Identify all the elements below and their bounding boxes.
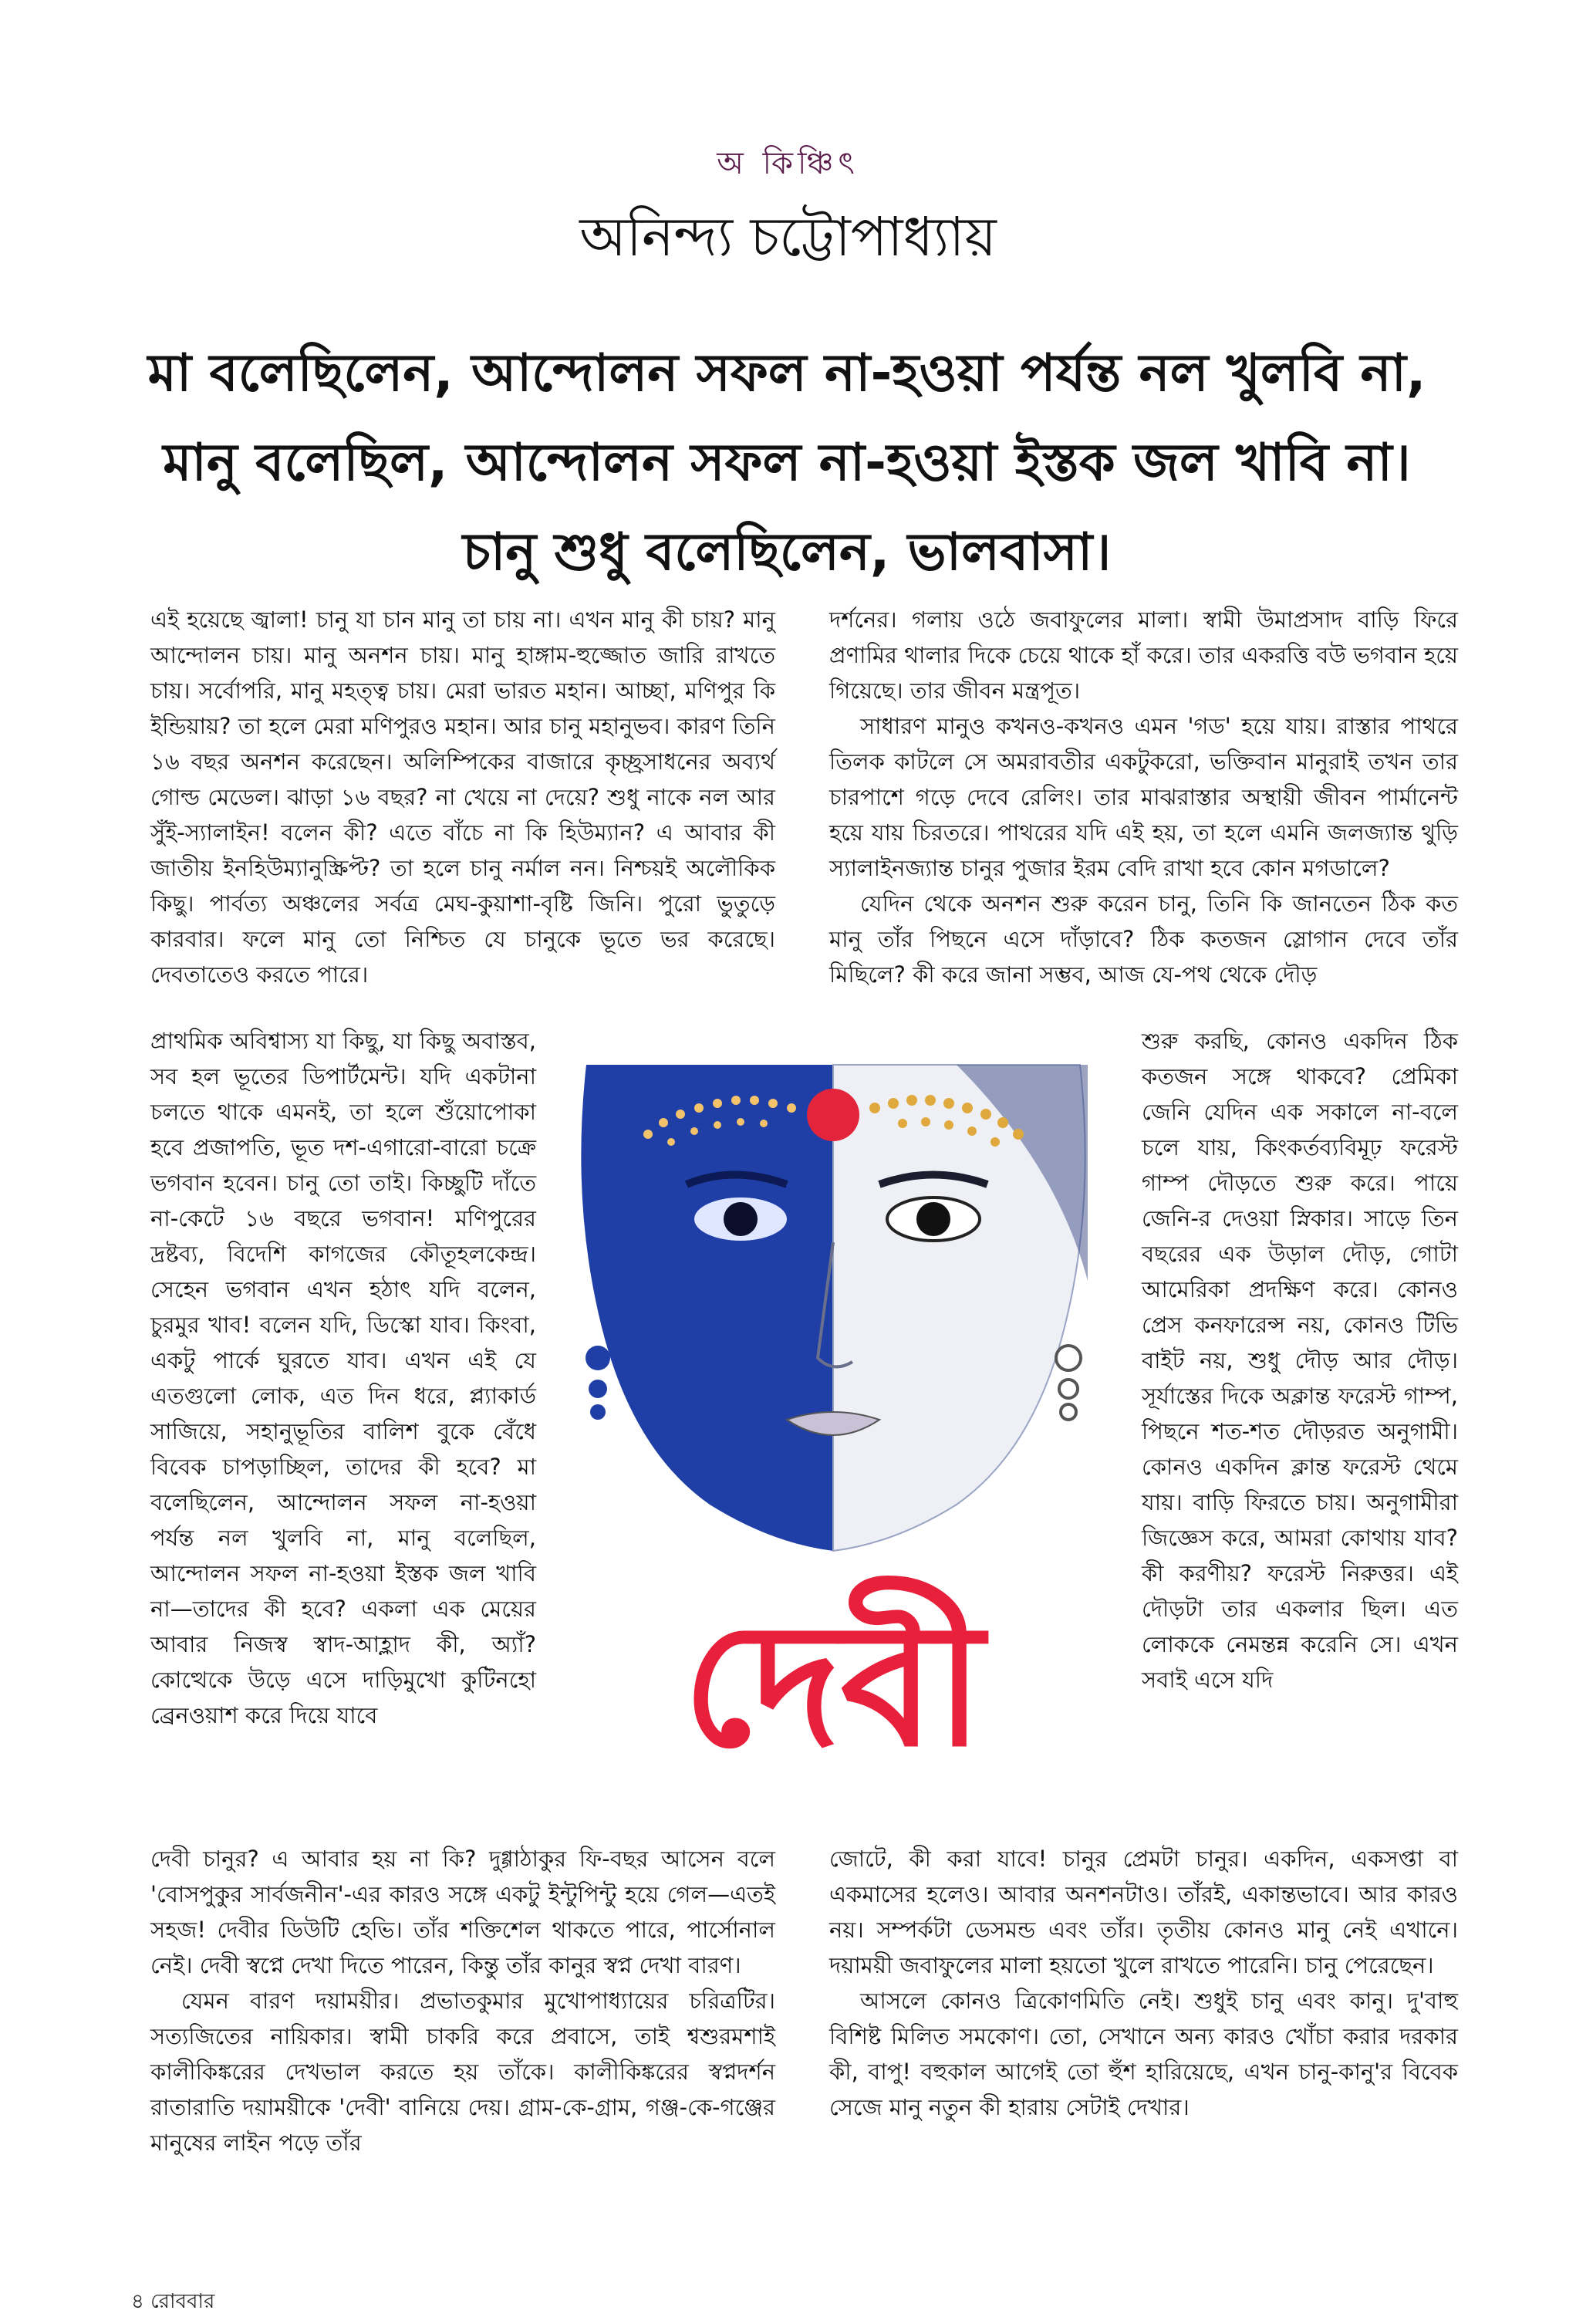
article-column-left-wrap bbox=[150, 1023, 536, 1733]
paragraph: জোটে, কী করা যাবে! চানুর প্রেমটা চানুর। একদিন, একসপ্তা বা একমাসের হলেও। আবার অনশনটাও। তাঁরই, একান্তভাবে। আর কারও নয়। সম্পর্কটা ডেসমন্ড এবং তাঁর। তৃতীয় কোনও মানু নেই এখানে। দয়াময়ী জবাফুলের মালা হয়তো খুলে রাখতে পারেনি। চানু পেরেছেন। bbox=[829, 1846, 1458, 1978]
paragraph: শুরু করছি, কোনও একদিন ঠিক কতজন সঙ্গে থাকবে? প্রেমিকা জেনি যেদিন এক সকালে না-বলে চলে যায়, কিংকর্তব্যবিমূঢ় ফরেস্ট গাম্প দৌড়তে শুরু করে। পায়ে জেনি-র দেওয়া স্নিকার। সাড়ে তিন বছরের এক উড়াল দৌড়, গোটা আমেরিকা প্রদক্ষিণ করে। কোনও প্রেস কনফারেন্স নয়, কোনও টিভি বাইট নয়, শুধু দৌড় আর দৌড়। সূর্যাস্তের দিকে অক্লান্ত ফরেস্ট গাম্প, পিছনে শত-শত দৌড়রত অনুগামী। কোনও একদিন ক্লান্ত ফরেস্ট থেমে যায়। বাড়ি ফিরতে চায়। অনুগামীরা জিজ্ঞেস করে, আমরা কোথায় যাব? কী করণীয়? ফরেস্ট নিরুত্তর। এই দৌড়টা তার একলার ছিল। এত লোককে নেমন্তন্ন করেনি সে। এখন সবাই এসে যদি bbox=[1142, 1028, 1458, 1693]
headline-quote: মা বলেছিলেন, আন্দোলন সফল না-হওয়া পর্যন্ত নল খুলবি না, মানু বলেছিল, আন্দোলন সফল না-হওয়া ইস্তক জল খাবি না। চানু শুধু বলেছিলেন, ভালবাসা। bbox=[147, 343, 1426, 582]
devi-film-poster bbox=[555, 1049, 1111, 1821]
paragraph: সাধারণ মানুও কখনও-কখনও এমন 'গড' হয়ে যায়। রাস্তার পাথরে তিলক কাটলে সে অমরাবতীর একটুকরো, ভক্তিবান মানুরাই তখন তার চারপাশে গড়ে দেবে রেলিং। তার মাঝরাস্তার অস্থায়ী জীবন পার্মানেন্ট হয়ে যায় চিরতরে। পাথরের যদি এই হয়, তা হলে এমনি জলজ্যান্ত থুড়ি স্যালাইনজ্যান্ত চানুর পুজার ইরম বেদি রাখা হবে কোন মগডালে? bbox=[829, 713, 1458, 881]
page-footer: ৪ রোববার bbox=[131, 2290, 215, 2313]
article-column-right-top bbox=[829, 602, 1458, 992]
article-column-right-bottom bbox=[829, 1841, 1458, 2125]
paragraph: এই হয়েছে জ্বালা! চানু যা চান মানু তা চায় না। এখন মানু কী চায়? মানু আন্দোলন চায়। মানু অনশন চায়। মানু হাঙ্গাম-হুজ্জোত জারি রাখতে চায়। সর্বোপরি, মানু মহত্ত্ব চায়। মেরা ভারত মহান। আচ্ছা, মণিপুর কি ইন্ডিয়ায়? তা হলে মেরা মণিপুরও মহান। আর চানু মহানুভব। কারণ তিনি ১৬ বছর অনশন করেছেন। অলিম্পিকের বাজারে কৃচ্ছ্রসাধনের অব্যর্থ গোল্ড মেডেল। ঝাড়া ১৬ বছর? না খেয়ে না দেয়ে? শুধু নাকে নল আর সুঁই-স্যালাইন! বলেন কী? এতে বাঁচে না কি হিউম্যান? এ আবার কী জাতীয় ইনহিউম্যানুস্ক্রিপ্ট? তা হলে চানু নর্মাল নন। নিশ্চয়ই অলৌকিক কিছু। পার্বত্য অঞ্চলের সর্বত্র মেঘ-কুয়াশা-বৃষ্টি জিনি। পুরো ভুতুড়ে কারবার। ফলে মানু তো নিশ্চিত যে চানুকে ভূতে ভর করেছে। দেবতাতেও করতে পারে। bbox=[150, 606, 775, 988]
poster-title: দেবী bbox=[682, 1586, 984, 1784]
author-name: অনিন্দ্য চট্টোপাধ্যায় bbox=[579, 205, 997, 269]
paragraph: যেদিন থেকে অনশন শুরু করেন চানু, তিনি কি জানতেন ঠিক কত মানু তাঁর পিছনে এসে দাঁড়াবে? ঠিক কতজন স্লোগান দেবে তাঁর মিছিলে? কী করে জানা সম্ভব, আজ যে-পথ থেকে দৌড় bbox=[829, 890, 1458, 988]
face-left-half bbox=[581, 1065, 833, 1551]
paragraph: আসলে কোনও ত্রিকোণমিতি নেই। শুধুই চানু এবং কানু। দু'বাহু বিশিষ্ট মিলিত সমকোণ। তো, সেখানে অন্য কারও খোঁচা করার দরকার কী, বাপু! বহুকাল আগেই তো হুঁশ হারিয়েছে, এখন চানু-কানু'র বিবেক সেজে মানু নতুন কী হারায় সেটাই দেখার। bbox=[829, 1988, 1458, 2120]
section-tag: অ কিঞ্চিৎ bbox=[717, 146, 859, 181]
paragraph: যেমন বারণ দয়াময়ীর। প্রভাতকুমার মুখোপাধ্যায়ের চরিত্রটির। সত্যজিতের নায়িকার। স্বামী চাকরি করে প্রবাসে, তাই শ্বশুরমশাই কালীকিঙ্করের দেখভাল করতে হয় তাঁকে। কালীকিঙ্করের স্বপ্নদর্শন রাতারাতি দয়াময়ীকে 'দেবী' বানিয়ে দেয়। গ্রাম-কে-গ্রাম, গঞ্জ-কে-গঞ্জের মানুষের লাইন পড়ে তাঁর bbox=[150, 1988, 775, 2156]
paragraph: প্রাথমিক অবিশ্বাস্য যা কিছু, যা কিছু অবাস্তব, সব হল ভূতের ডিপার্টমেন্ট। যদি একটানা চলতে থাকে এমনই, তা হলে শুঁয়োপোকা হবে প্রজাপতি, ভূত দশ-এগারো-বারো চক্রে ভগবান হবেন। চানু তো তাই। কিচ্ছুটি দাঁতে না-কেটে ১৬ বছরে ভগবান! মণিপুরের দ্রষ্টব্য, বিদেশি কাগজের কৌতূহলকেন্দ্র। সেহেন ভগবান এখন হঠাৎ যদি বলেন, চুরমুর খাব! বলেন যদি, ডিস্কো যাব। কিংবা, একটু পার্কে ঘুরতে যাব। এখন এই যে এতগুলো লোক, এত দিন ধরে, প্ল্যাকার্ড সাজিয়ে, সহানুভূতির বালিশ বুকে বেঁধে বিবেক চাপড়াচ্ছিল, তাদের কী হবে? মা বলেছিলেন, আন্দোলন সফল না-হওয়া পর্যন্ত নল খুলবি না, মানু বলেছিল, আন্দোলন সফল না-হওয়া ইস্তক জল খাবি না—তাদের কী হবে? একলা এক মেয়ের আবার নিজস্ব স্বাদ-আহ্লাদ কী, অ্যাঁ? কোত্থেকে উড়ে এসে দাড়িমুখো কুটিনহো ব্রেনওয়াশ করে দিয়ে যাবে bbox=[150, 1028, 536, 1728]
paragraph: দেবী চানুর? এ আবার হয় না কি? দুগ্গাঠাকুর ফি-বছর আসেন বলে 'বোসপুকুর সার্বজনীন'-এর কারও সঙ্গে একটু ইন্টুপিন্টু হয়ে গেল—এতই সহজ! দেবীর ডিউটি হেভি। তাঁর শক্তিশেল থাকতে পারে, পার্সোনাল নেই। দেবী স্বপ্নে দেখা দিতে পারেন, কিন্তু তাঁর কানুর স্বপ্ন দেখা বারণ। bbox=[150, 1846, 775, 1978]
paragraph: দর্শনের। গলায় ওঠে জবাফুলের মালা। স্বামী উমাপ্রসাদ বাড়ি ফিরে প্রণামির থালার দিকে চেয়ে থাকে হাঁ করে। তার একরত্তি বউ ভগবান হয়ে গিয়েছে। তার জীবন মন্ত্রপূত। bbox=[829, 606, 1458, 704]
earring-right bbox=[1056, 1346, 1081, 1420]
article-column-left-top bbox=[150, 602, 775, 992]
earring-left bbox=[586, 1346, 610, 1420]
bindi bbox=[807, 1089, 859, 1141]
article-column-left-bottom bbox=[150, 1841, 775, 2160]
article-column-right-wrap bbox=[1142, 1023, 1458, 1697]
